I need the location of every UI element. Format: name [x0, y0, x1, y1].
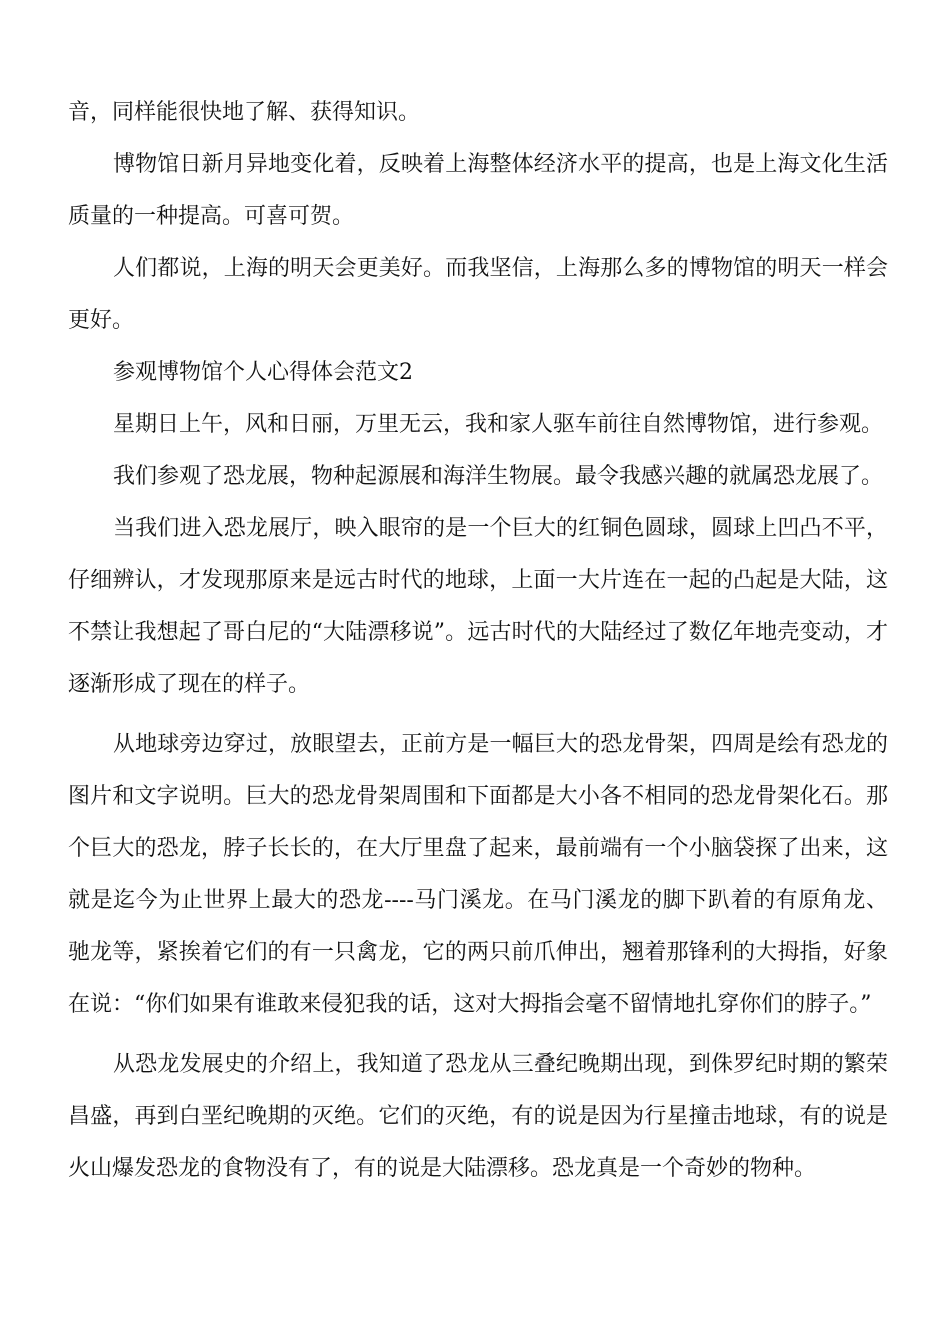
- paragraph-1: 音，同样能很快地了解、获得知识。: [68, 100, 421, 125]
- paragraph-6: 当我们进入恐龙展厅，映入眼帘的是一个巨大的红铜色圆球，圆球上凹凸不平，仔细辨认，才发现那原来是远古时代的地球，上面一大片连在一起的凸起是大陆，这不禁让我想起了哥白尼的“大陆漂移说”。远古时代的大陆经过了数亿年地壳变动，才逐渐形成了现在的样子。: [68, 516, 888, 697]
- paragraph-2: 博物馆日新月异地变化着，反映着上海整体经济水平的提高，也是上海文化生活质量的一种提高。可喜可贺。: [68, 152, 888, 229]
- paragraph-7: 从地球旁边穿过，放眼望去，正前方是一幅巨大的恐龙骨架，四周是绘有恐龙的图片和文字说明。巨大的恐龙骨架周围和下面都是大小各不相同的恐龙骨架化石。那个巨大的恐龙，脖子长长的，在大厅里盘了起来，最前端有一个小脑袋探了出来，这就是迄今为止世界上最大的恐龙----马门溪龙。在马门溪龙的脚下趴着的有原角龙、驰龙等，紧挨着它们的有一只禽龙，它的两只前爪伸出，翘着那锋利的大拇指，好象在说：“你们如果有谁敢来侵犯我的话，这对大拇指会毫不留情地扎穿你们的脖子。”: [68, 732, 888, 1017]
- paragraph-4: 星期日上午，风和日丽，万里无云，我和家人驱车前往自然博物馆，进行参观。: [113, 412, 884, 437]
- paragraph-8: 从恐龙发展史的介绍上，我知道了恐龙从三叠纪晚期出现，到侏罗纪时期的繁荣昌盛，再到白垩纪晚期的灭绝。它们的灭绝，有的说是因为行星撞击地球，有的说是火山爆发恐龙的食物没有了，有的说是大陆漂移。恐龙真是一个奇妙的物种。: [68, 1052, 888, 1181]
- document-body: [68, 87, 888, 1195]
- paragraph-5: 我们参观了恐龙展，物种起源展和海洋生物展。最令我感兴趣的就属恐龙展了。: [113, 464, 884, 489]
- section-heading: 参观博物馆个人心得体会范文2: [113, 360, 413, 385]
- paragraph-3: 人们都说，上海的明天会更美好。而我坚信，上海那么多的博物馆的明天一样会更好。: [68, 256, 888, 333]
